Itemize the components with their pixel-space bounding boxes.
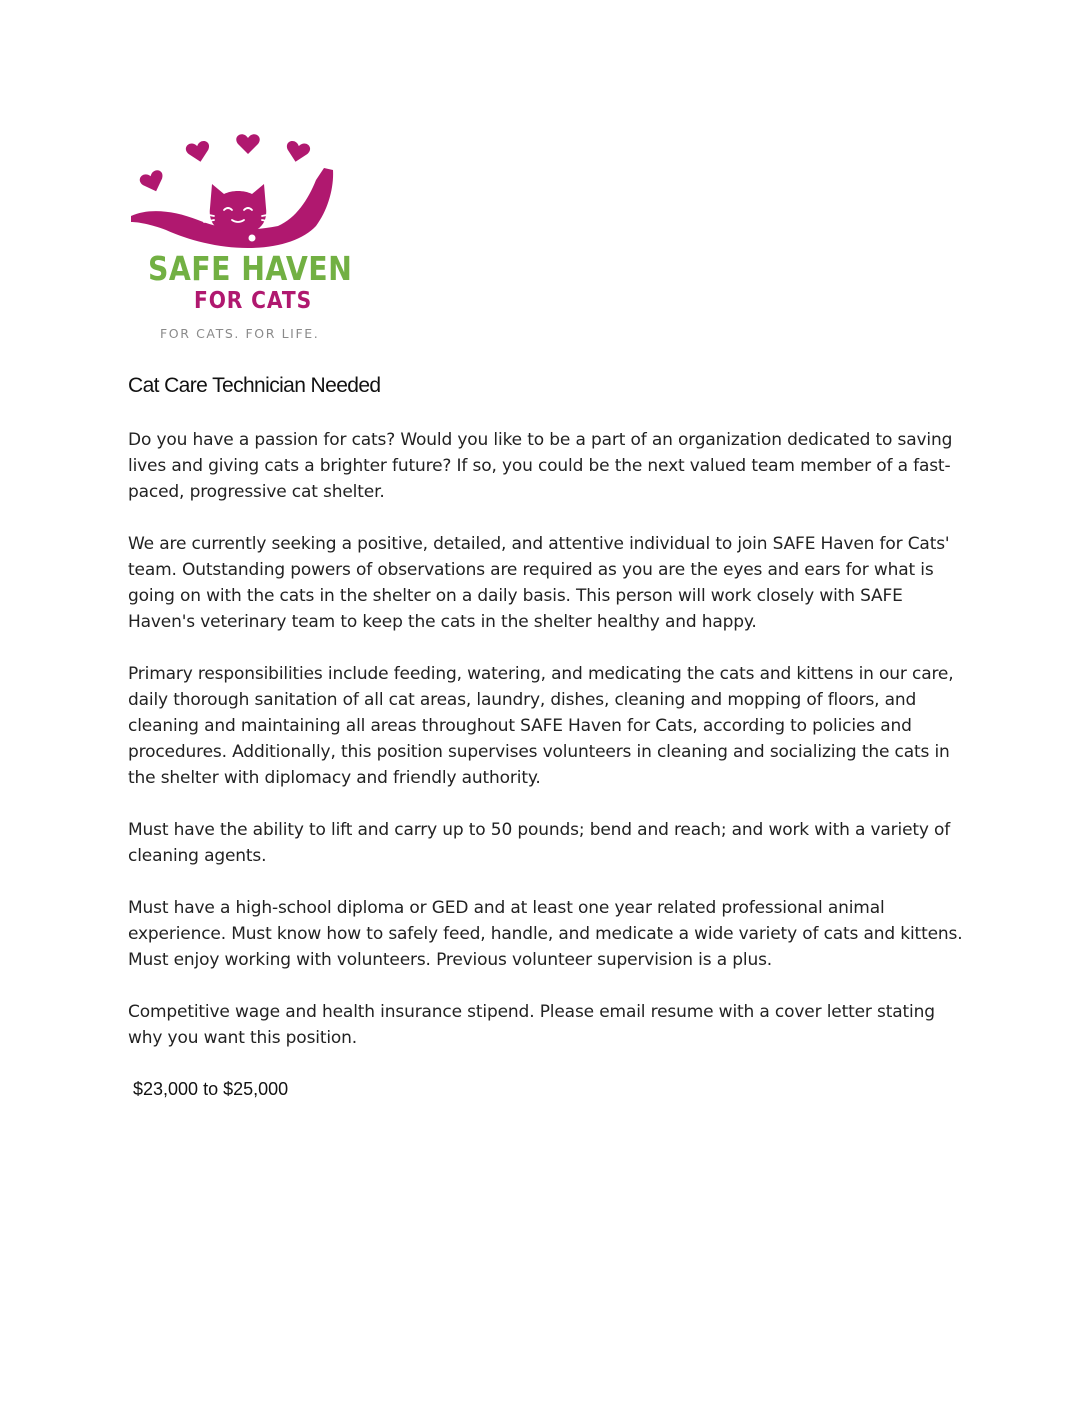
job-title: Cat Care Technician Needed	[128, 374, 381, 397]
logo-name: SAFE HAVEN	[148, 249, 353, 288]
paragraph-seeking: We are currently seeking a positive, detailed, and attentive individual to join SAFE Haven for Cats' team. Outstanding powers of observations are required as you are the eyes and ears for what is going on with the cats in the shelter on a daily basis. This person will work closely with SAFE Haven's veterinary team to keep the cats in the shelter healthy and happy.	[128, 534, 950, 632]
heart-icon	[185, 140, 212, 164]
heart-icon	[236, 134, 259, 154]
salary-range: $23,000 to $25,000	[133, 1079, 289, 1099]
logo-tagline: FOR CATS. FOR LIFE.	[160, 326, 320, 341]
cat-hearts-logo-icon	[128, 128, 343, 253]
paragraph-qualifications: Must have a high-school diploma or GED and at least one year related professional animal experience. Must know how to safely feed, handle, and medicate a wide variety of cats and kittens. Must enjoy working with volunteers. Previous volunteer supervision is a plus.	[128, 898, 963, 970]
paragraph-intro: Do you have a passion for cats? Would you like to be a part of an organization dedicated to saving lives and giving cats a brighter future? If so, you could be the next valued team member of a fast-paced, progressive cat shelter.	[128, 430, 953, 502]
heart-icon	[284, 140, 311, 164]
paragraph-responsibilities: Primary responsibilities include feeding, watering, and medicating the cats and kittens in our care, daily thorough sanitation of all cat areas, laundry, dishes, cleaning and mopping of floors, and cleaning and maintaining all areas throughout SAFE Haven for Cats, according to policies and procedures. Additionally, this position supervises volunteers in cleaning and socializing the cats in the shelter with diplomacy and friendly authority.	[128, 664, 954, 788]
paragraph-compensation: Competitive wage and health insurance stipend. Please email resume with a cover letter stating why you want this position.	[128, 1002, 935, 1048]
paragraph-physical-requirements: Must have the ability to lift and carry up to 50 pounds; bend and reach; and work with a variety of cleaning agents.	[128, 820, 951, 866]
job-description	[128, 427, 968, 1077]
heart-icon	[138, 169, 167, 196]
safe-haven-logo	[128, 128, 353, 348]
logo-subname: FOR CATS	[194, 288, 313, 314]
